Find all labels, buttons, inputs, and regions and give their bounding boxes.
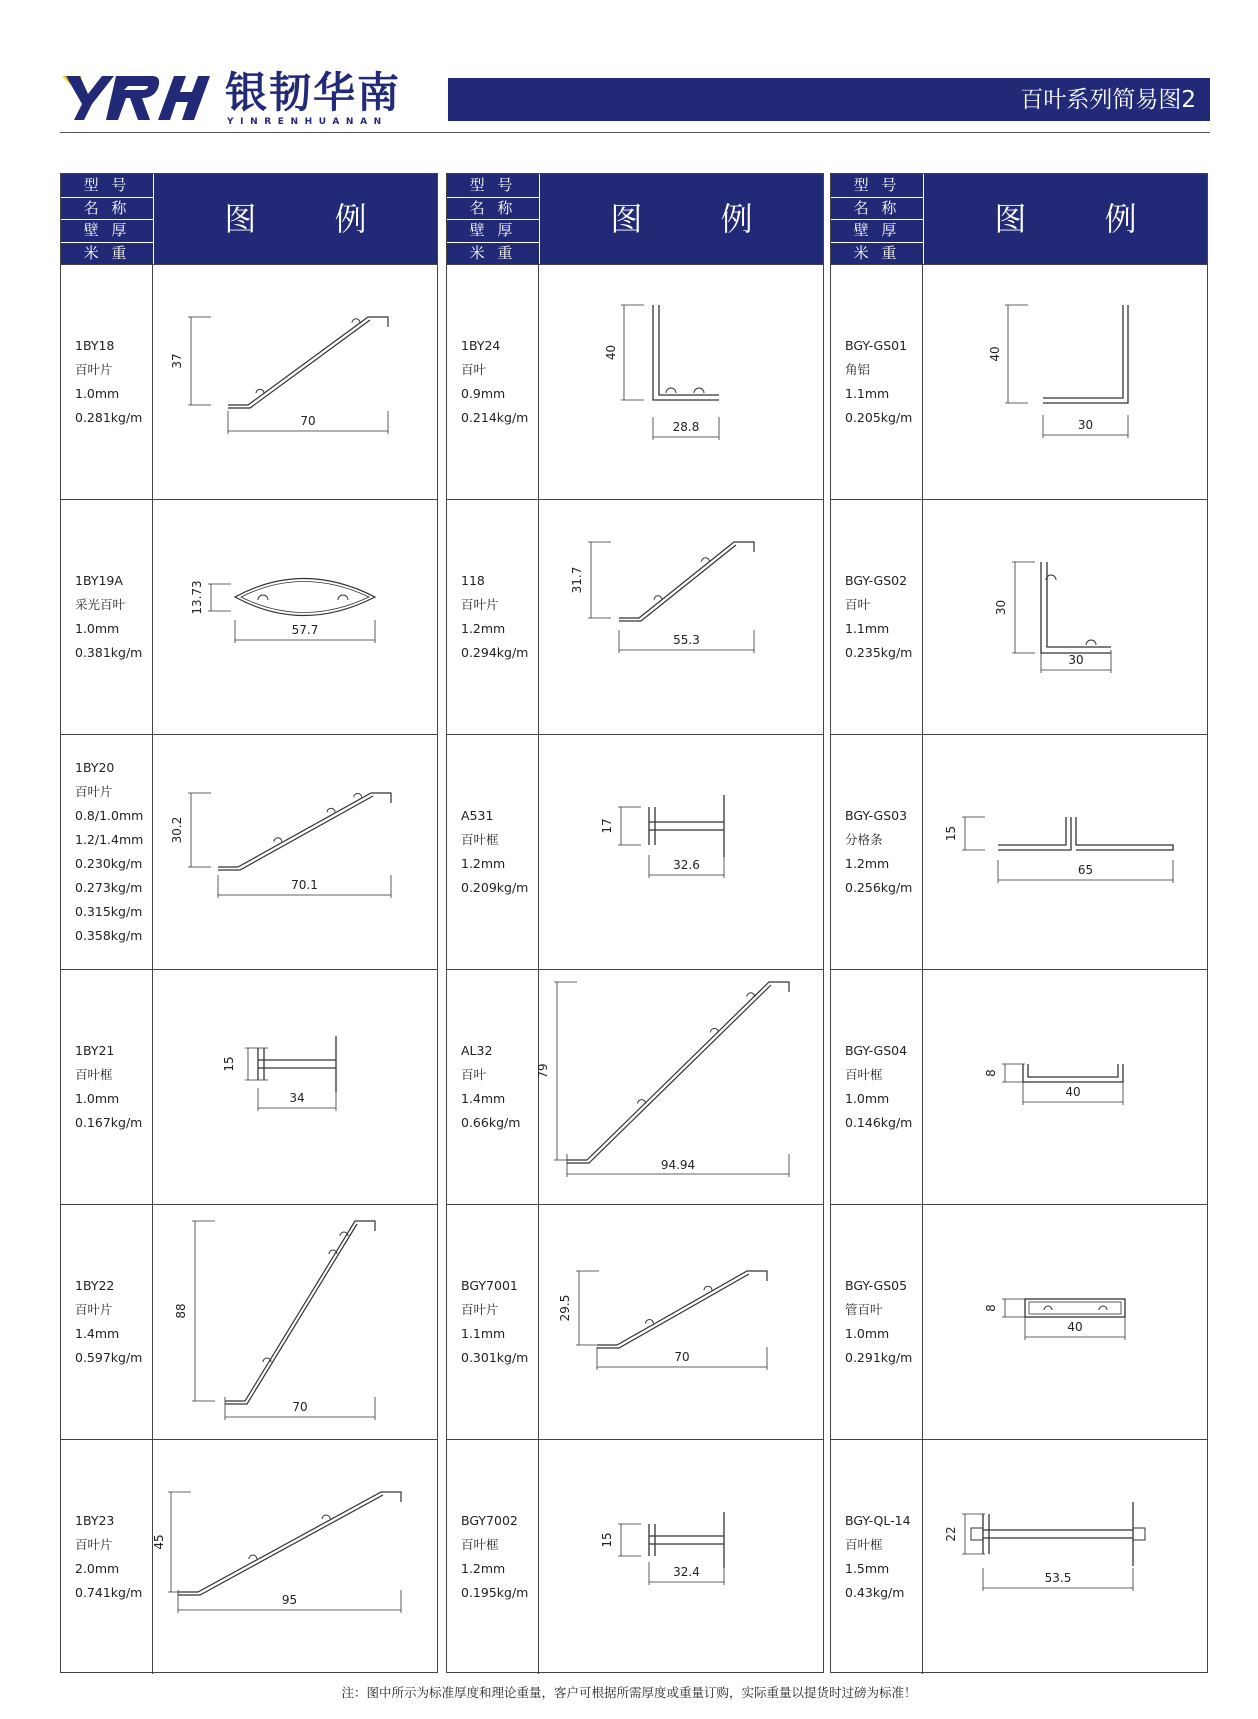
model-number: 1BY20 xyxy=(75,760,115,775)
profile-spec: 百叶片 xyxy=(75,1537,113,1552)
profile-drawing xyxy=(923,500,1205,735)
header-label: 米 重 xyxy=(83,243,131,262)
profile-spec: 1.1mm xyxy=(845,621,890,636)
profile-spec: 采光百叶 xyxy=(75,597,126,612)
table-row xyxy=(447,1204,823,1439)
profile-drawing xyxy=(539,1205,821,1440)
profile-info xyxy=(447,1440,539,1674)
profile-spec: 1.0mm xyxy=(845,1091,890,1106)
dimension-width: 70 xyxy=(300,414,316,428)
profile-info xyxy=(447,1205,539,1439)
dimension-width: 30 xyxy=(1077,418,1094,432)
profile-spec: 0.281kg/m xyxy=(75,410,143,425)
header-label: 型 号 xyxy=(853,176,901,194)
profile-figure xyxy=(539,265,823,499)
profile-spec: 0.8/1.0mm xyxy=(75,808,144,823)
profile-figure xyxy=(923,735,1207,969)
profile-figure xyxy=(539,1205,823,1439)
profile-drawing xyxy=(153,265,435,500)
dimension-height: 22 xyxy=(944,1526,958,1542)
model-number: 1BY22 xyxy=(75,1278,115,1293)
profile-spec: 0.291kg/m xyxy=(845,1350,913,1365)
profile-spec: 0.301kg/m xyxy=(461,1350,529,1365)
dimension-width: 32.6 xyxy=(673,858,700,872)
model-number: BGY-GS03 xyxy=(845,808,908,823)
profile-info xyxy=(61,500,153,734)
profile-spec: 1.0mm xyxy=(75,621,120,636)
profile-spec: 分格条 xyxy=(845,832,883,847)
table-header xyxy=(61,174,437,264)
profile-spec: 百叶 xyxy=(461,362,487,377)
model-number: BGY7002 xyxy=(461,1513,518,1528)
table-row xyxy=(61,734,437,969)
profile-figure xyxy=(923,1205,1207,1439)
profile-drawing xyxy=(923,1205,1205,1440)
model-number: BGY-GS02 xyxy=(845,573,908,588)
dimension-height: 45 xyxy=(152,1534,166,1550)
profile-table-2 xyxy=(446,173,824,1673)
dimension-height: 17 xyxy=(600,818,614,834)
model-number: BGY-GS04 xyxy=(845,1043,908,1058)
profile-drawing xyxy=(539,735,821,970)
table-header xyxy=(831,174,1207,264)
dimension-height: 40 xyxy=(988,346,1002,362)
dimension-width: 70 xyxy=(292,1400,308,1414)
dimension-height: 79 xyxy=(536,1063,550,1079)
profile-info xyxy=(447,735,539,969)
dimension-width: 32.4 xyxy=(673,1565,700,1579)
dimension-height: 8 xyxy=(984,1069,998,1077)
profile-info xyxy=(61,1205,153,1439)
dimension-height: 29.5 xyxy=(558,1294,572,1322)
dimension-height: 15 xyxy=(600,1532,614,1548)
profile-figure xyxy=(923,500,1207,734)
profile-figure xyxy=(153,1205,437,1439)
profile-info xyxy=(831,1205,923,1439)
dimension-width: 40 xyxy=(1065,1085,1081,1099)
header-label: 型 号 xyxy=(83,176,131,194)
model-number: 1BY24 xyxy=(461,338,501,353)
header-label: 米 重 xyxy=(469,243,517,262)
model-number: A531 xyxy=(461,808,494,823)
model-number: 1BY21 xyxy=(75,1043,115,1058)
header-label: 型 号 xyxy=(469,176,517,194)
dimension-width: 30 xyxy=(1068,653,1084,667)
profile-drawing xyxy=(153,735,435,970)
table-row xyxy=(61,969,437,1204)
figure-title: 图 例 xyxy=(610,200,787,238)
profile-spec: 0.315kg/m xyxy=(75,904,143,919)
profile-spec: 0.9mm xyxy=(461,386,506,401)
profile-spec: 1.4mm xyxy=(461,1091,506,1106)
profile-info xyxy=(447,265,539,499)
dimension-height: 15 xyxy=(944,825,958,842)
profile-spec: 1.0mm xyxy=(75,386,120,401)
profile-drawing xyxy=(923,265,1205,500)
profile-drawing xyxy=(153,1205,435,1440)
dimension-height: 30 xyxy=(994,599,1008,616)
table-row xyxy=(61,1204,437,1439)
header-label: 名 称 xyxy=(83,198,131,217)
profile-info xyxy=(831,265,923,499)
profile-figure xyxy=(539,500,823,734)
table-row xyxy=(831,1204,1207,1439)
dimension-width: 94.94 xyxy=(660,1158,696,1172)
dimension-width: 53.5 xyxy=(1044,1571,1072,1585)
model-number: BGY-QL-14 xyxy=(845,1513,911,1528)
profile-spec: 1.1mm xyxy=(461,1326,506,1341)
profile-drawing xyxy=(153,500,435,735)
table-row xyxy=(61,264,437,499)
table-row xyxy=(447,264,823,499)
logo-icon xyxy=(62,74,212,122)
profile-drawing xyxy=(923,970,1205,1205)
table-row xyxy=(831,1439,1207,1674)
profile-spec: 0.205kg/m xyxy=(845,410,913,425)
profile-spec: 角铝 xyxy=(845,362,871,377)
profile-figure xyxy=(536,970,823,1204)
profile-spec: 1.0mm xyxy=(75,1091,120,1106)
profile-info xyxy=(61,970,153,1204)
profile-spec: 0.294kg/m xyxy=(461,645,529,660)
dimension-height: 31.7 xyxy=(570,566,584,594)
profile-spec: 0.741kg/m xyxy=(75,1585,143,1600)
model-number: 1BY19A xyxy=(75,573,123,588)
profile-spec: 1.2mm xyxy=(461,621,506,636)
dimension-width: 70.1 xyxy=(291,878,318,892)
table-row xyxy=(831,734,1207,969)
profile-info xyxy=(61,265,153,499)
profile-spec: 百叶片 xyxy=(461,597,499,612)
profile-spec: 0.167kg/m xyxy=(75,1115,143,1130)
table-row xyxy=(831,499,1207,734)
profile-figure xyxy=(923,1440,1207,1674)
table-row xyxy=(447,734,823,969)
profile-spec: 1.2mm xyxy=(845,856,890,871)
profile-spec: 管百叶 xyxy=(845,1302,883,1317)
figure-title: 图 例 xyxy=(224,200,401,238)
profile-drawing xyxy=(923,1440,1205,1675)
model-number: 1BY23 xyxy=(75,1513,115,1528)
dimension-height: 30.2 xyxy=(170,816,184,844)
profile-spec: 2.0mm xyxy=(75,1561,120,1576)
profile-spec: 百叶框 xyxy=(461,1537,499,1552)
dimension-height: 40 xyxy=(604,344,618,361)
table-row xyxy=(831,969,1207,1204)
profile-drawing xyxy=(153,1440,435,1675)
profile-spec: 1.5mm xyxy=(845,1561,890,1576)
profile-drawing xyxy=(153,970,435,1205)
model-number: 1BY18 xyxy=(75,338,115,353)
dimension-height: 13.73 xyxy=(190,580,204,615)
profile-spec: 0.235kg/m xyxy=(845,645,913,660)
profile-drawing xyxy=(539,1440,821,1675)
profile-figure xyxy=(153,1440,437,1674)
profile-info xyxy=(61,1440,153,1674)
dimension-width: 95 xyxy=(281,1593,298,1607)
footnote: 注：图中所示为标准厚度和理论重量，客户可根据所需厚度或重量订购，实际重量以提货时过磅为标准！ xyxy=(341,1685,917,1700)
profile-spec: 百叶 xyxy=(461,1067,487,1082)
figure-title: 图 例 xyxy=(994,200,1171,238)
profile-spec: 0.230kg/m xyxy=(75,856,143,871)
dimension-width: 57.7 xyxy=(291,623,319,637)
profile-figure xyxy=(153,970,437,1204)
model-number: BGY-GS05 xyxy=(845,1278,908,1293)
dimension-width: 40 xyxy=(1067,1320,1083,1334)
dimension-width: 34 xyxy=(289,1091,305,1105)
table-row xyxy=(61,499,437,734)
model-number: AL32 xyxy=(461,1043,493,1058)
dimension-width: 70 xyxy=(674,1350,690,1364)
dimension-width: 55.3 xyxy=(673,633,700,647)
table-row xyxy=(447,969,823,1204)
profile-spec: 0.597kg/m xyxy=(75,1350,143,1365)
profile-spec: 百叶 xyxy=(845,597,871,612)
profile-drawing xyxy=(923,735,1205,970)
profile-info xyxy=(61,735,153,969)
profile-spec: 0.195kg/m xyxy=(461,1585,529,1600)
profile-table-1 xyxy=(60,173,438,1673)
profile-drawing xyxy=(536,970,821,1205)
profile-drawing xyxy=(539,265,821,500)
profile-figure xyxy=(539,1440,823,1674)
page-title: 百叶系列简易图2 xyxy=(1020,87,1196,113)
profile-spec: 1.1mm xyxy=(845,386,890,401)
dimension-width: 28.8 xyxy=(672,420,700,434)
header-label: 壁 厚 xyxy=(469,221,517,239)
profile-spec: 0.256kg/m xyxy=(845,880,913,895)
profile-spec: 0.209kg/m xyxy=(461,880,529,895)
profile-spec: 百叶片 xyxy=(75,1302,113,1317)
profile-spec: 百叶框 xyxy=(75,1067,113,1082)
profile-spec: 1.2mm xyxy=(461,856,506,871)
table-row xyxy=(447,1439,823,1674)
profile-figure xyxy=(923,970,1207,1204)
profile-info xyxy=(831,735,923,969)
profile-spec: 百叶片 xyxy=(461,1302,499,1317)
profile-spec: 0.381kg/m xyxy=(75,645,143,660)
header-label: 壁 厚 xyxy=(853,221,901,239)
table-row xyxy=(447,499,823,734)
profile-spec: 0.358kg/m xyxy=(75,928,143,943)
profile-spec: 1.4mm xyxy=(75,1326,120,1341)
table-row xyxy=(831,264,1207,499)
profile-spec: 0.273kg/m xyxy=(75,880,143,895)
header-label: 名 称 xyxy=(853,198,901,217)
profile-spec: 1.0mm xyxy=(845,1326,890,1341)
profile-spec: 百叶片 xyxy=(75,362,113,377)
profile-spec: 百叶片 xyxy=(75,784,113,799)
profile-figure xyxy=(153,735,437,969)
profile-spec: 0.66kg/m xyxy=(461,1115,521,1130)
profile-spec: 0.146kg/m xyxy=(845,1115,913,1130)
profile-spec: 百叶框 xyxy=(845,1537,883,1552)
dimension-height: 8 xyxy=(984,1304,998,1312)
dimension-height: 15 xyxy=(222,1056,236,1072)
profile-spec: 0.214kg/m xyxy=(461,410,529,425)
profile-spec: 百叶框 xyxy=(845,1067,883,1082)
header-label: 名 称 xyxy=(469,198,517,217)
profile-spec: 1.2/1.4mm xyxy=(75,832,144,847)
profile-drawing xyxy=(539,500,821,735)
profile-info xyxy=(447,970,539,1204)
title-bar xyxy=(448,78,1210,121)
page-header xyxy=(0,0,1258,140)
model-number: BGY7001 xyxy=(461,1278,518,1293)
dimension-height: 37 xyxy=(170,353,184,369)
profile-figure xyxy=(153,265,437,499)
table-header xyxy=(447,174,823,264)
profile-spec: 1.2mm xyxy=(461,1561,506,1576)
profile-info xyxy=(447,500,539,734)
profile-figure xyxy=(153,500,437,734)
profile-spec: 0.43kg/m xyxy=(845,1585,905,1600)
profile-spec: 百叶框 xyxy=(461,832,499,847)
profile-info xyxy=(831,500,923,734)
header-label: 壁 厚 xyxy=(83,221,131,239)
brand-name-cn: 银韧华南 xyxy=(225,68,402,117)
dimension-height: 88 xyxy=(174,1303,188,1319)
model-number: BGY-GS01 xyxy=(845,338,908,353)
table-row xyxy=(61,1439,437,1674)
profile-figure xyxy=(923,265,1207,499)
model-number: 118 xyxy=(461,573,485,588)
profile-figure xyxy=(539,735,823,969)
header-label: 米 重 xyxy=(853,243,901,262)
header-divider xyxy=(60,132,1210,133)
profile-info xyxy=(831,970,923,1204)
dimension-width: 65 xyxy=(1077,863,1094,877)
profile-info xyxy=(831,1440,923,1674)
profile-table-3 xyxy=(830,173,1208,1673)
brand-name-en: YINRENHUANAN xyxy=(227,117,388,127)
